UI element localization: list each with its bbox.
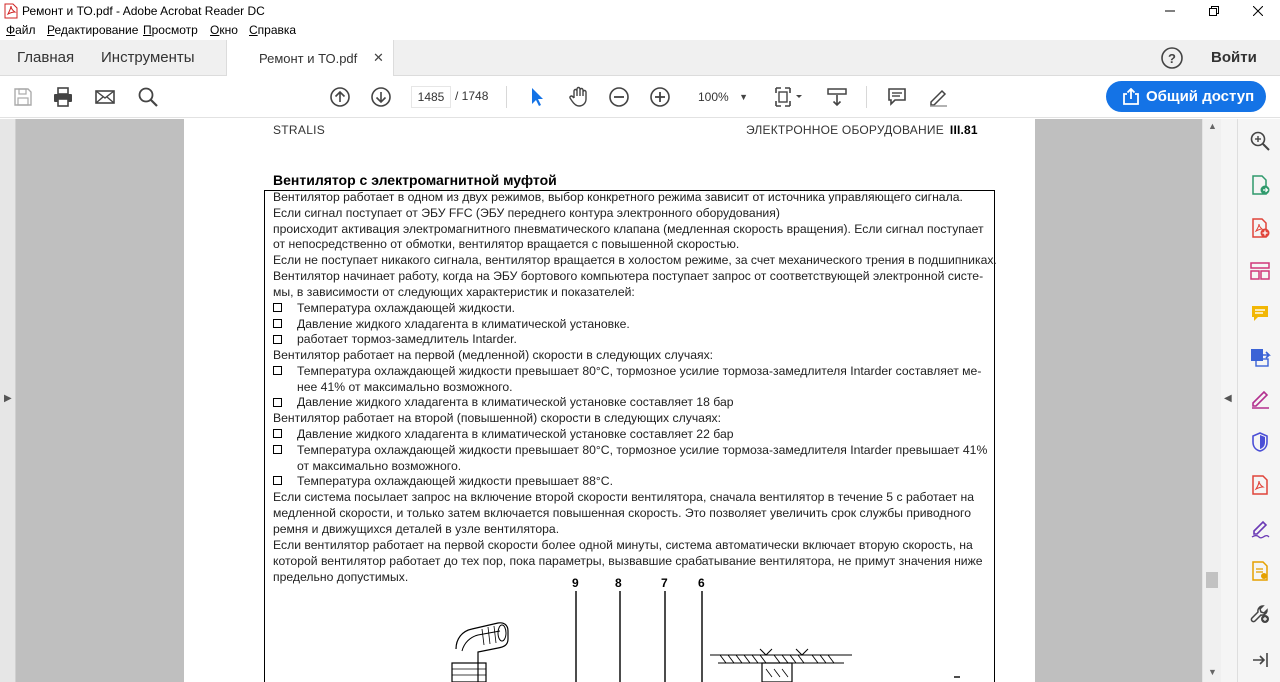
checkbox-bullet xyxy=(273,319,282,328)
send-comments-icon xyxy=(1249,346,1271,368)
paragraph-line: Вентилятор работает в одном из двух режимов, выбор конкретного режима зависит от источника управляющего сигнала. xyxy=(273,190,963,204)
share-icon xyxy=(1122,88,1140,105)
figure-label: 7 xyxy=(661,576,668,590)
paragraph-line: Если не поступает никакого сигнала, вентилятор вращается в холостом режиме, за счет механического трения в подшипниках. xyxy=(273,253,997,267)
paragraph-line: Вентилятор начинает работу, когда на ЭБУ бортового компьютера поступает запрос от соответствующей электронной систе- xyxy=(273,269,984,283)
checkbox-bullet xyxy=(273,398,282,407)
send-for-comments-button[interactable] xyxy=(1248,345,1272,369)
scrollbar-thumb[interactable] xyxy=(1206,572,1218,588)
comment-tool-button[interactable] xyxy=(1248,302,1272,326)
zoom-in-icon xyxy=(649,86,671,108)
paragraph-line: которой вентилятор работает до тех пор, пока параметры, вызвавшие срабатывание вентилятора, не примут значения ниже xyxy=(273,554,983,568)
save-icon xyxy=(12,86,34,108)
checkbox-bullet xyxy=(273,303,282,312)
paragraph-line: медленной скорости, и только затем включается повышенная скорость. Это позволяет увеличить срок службы приводного xyxy=(273,506,971,520)
page-header-number: III.81 xyxy=(949,123,978,137)
sign-button[interactable] xyxy=(925,84,951,110)
collapse-panel-button[interactable] xyxy=(1248,648,1272,672)
wrench-icon xyxy=(1249,603,1271,625)
next-page-button[interactable] xyxy=(368,84,394,110)
collapse-panel-icon xyxy=(1249,649,1271,671)
printer-icon xyxy=(52,86,74,108)
search-button[interactable] xyxy=(135,84,161,110)
fit-page-icon xyxy=(773,86,805,108)
search-icon xyxy=(137,86,159,108)
paragraph-line: мы, в зависимости от следующих характеристик и показателей: xyxy=(273,285,635,299)
restore-button[interactable] xyxy=(1196,0,1232,22)
email-button[interactable] xyxy=(92,84,118,110)
figure-label: 8 xyxy=(615,576,622,590)
menu-file[interactable]: Файл xyxy=(6,23,36,37)
menu-view[interactable]: Просмотр xyxy=(143,23,198,37)
vertical-scrollbar[interactable] xyxy=(1202,119,1221,682)
list-item: Температура охлаждающей жидкости превышает 88°С. xyxy=(297,474,613,488)
comment-icon xyxy=(1249,303,1271,325)
menu-edit[interactable]: Редактирование xyxy=(47,23,139,37)
signature-icon xyxy=(1249,517,1271,539)
minimize-icon xyxy=(1165,6,1175,16)
tab-bar xyxy=(0,40,1280,76)
save-button[interactable] xyxy=(10,84,36,110)
checkbox-bullet xyxy=(273,476,282,485)
enhance-scan-button[interactable] xyxy=(1248,129,1272,153)
shield-icon xyxy=(1249,431,1271,453)
menu-window[interactable]: Окно xyxy=(210,23,238,37)
page-header-right xyxy=(746,123,978,137)
page-fit-button[interactable] xyxy=(772,84,806,110)
more-tools-button[interactable] xyxy=(1248,602,1272,626)
share-button-label: Общий доступ xyxy=(1146,88,1255,105)
hand-tool-button[interactable] xyxy=(566,84,592,110)
checkbox-bullet xyxy=(273,366,282,375)
certificate-icon xyxy=(1249,560,1271,582)
acrobat-pdf-icon xyxy=(4,3,18,19)
figure-label: 6 xyxy=(698,576,705,590)
page-number-input[interactable]: 1485 xyxy=(411,86,451,108)
close-icon xyxy=(1253,6,1263,16)
prev-page-button[interactable] xyxy=(327,84,353,110)
zoom-in-button[interactable] xyxy=(647,84,673,110)
paragraph-line: Если сигнал поступает от ЭБУ FFC (ЭБУ переднего контура электронного оборудования) xyxy=(273,206,780,220)
paragraph-line: Вентилятор работает на первой (медленной) скорости в следующих случаях: xyxy=(273,348,714,362)
list-item: Давление жидкого хладагента в климатической установке составляет 22 бар xyxy=(297,427,734,441)
paragraph-line: от непосредственно от обмотки, вентилятор вращается с повышенной скоростью. xyxy=(273,237,740,251)
hand-icon xyxy=(568,86,590,108)
select-tool-button[interactable] xyxy=(524,84,550,110)
scroll-mode-button[interactable] xyxy=(824,84,850,110)
paragraph-line: происходит активация электромагнитного пневматического клапана (медленная скорость вращения). Если сигнал поступает xyxy=(273,222,984,236)
scroll-mode-icon xyxy=(826,86,848,108)
fill-sign-icon xyxy=(1249,388,1271,410)
tab-close-icon[interactable]: ✕ xyxy=(373,50,384,65)
paragraph-line: Вентилятор работает на второй (повышенной) скорости в следующих случаях: xyxy=(273,411,722,425)
export-pdf-icon xyxy=(1249,174,1271,196)
pen-icon xyxy=(927,86,949,108)
create-pdf-button[interactable] xyxy=(1248,216,1272,240)
svg-text:?: ? xyxy=(1168,51,1176,66)
chevron-down-icon: ▼ xyxy=(739,92,748,102)
menu-help[interactable]: Справка xyxy=(249,23,297,37)
list-item: Температура охлаждающей жидкости превышает 80°С, тормозное усилие тормоза-замедлителя Intarder превышает 41% xyxy=(297,443,988,457)
page-total: / 1748 xyxy=(455,89,489,103)
list-item: Давление жидкого хладагента в климатической установке. xyxy=(297,317,630,331)
paragraph-line: ремня и движущихся деталей в узле вентилятора. xyxy=(273,522,560,536)
scroll-up-icon[interactable]: ▲ xyxy=(1208,121,1217,131)
page-header-left: STRALIS xyxy=(273,123,326,137)
zoom-value: 100% xyxy=(698,90,729,104)
organize-pages-button[interactable] xyxy=(1248,259,1272,283)
toolbar-divider xyxy=(506,86,507,108)
arrow-down-circle-icon xyxy=(370,86,392,108)
comment-icon xyxy=(886,86,908,108)
checkbox-bullet xyxy=(273,445,282,454)
tab-document[interactable] xyxy=(226,40,394,76)
toolbar xyxy=(0,76,1280,118)
optimize-pdf-icon xyxy=(1249,474,1271,496)
zoom-search-icon xyxy=(1249,130,1271,152)
document-viewport[interactable] xyxy=(0,119,1221,682)
pdf-page xyxy=(184,119,1035,682)
collapse-right-icon: ◀ xyxy=(1224,393,1232,404)
tab-home[interactable]: Главная xyxy=(17,49,75,66)
zoom-out-button[interactable] xyxy=(606,84,632,110)
title-bar xyxy=(0,0,1280,22)
window-title: Ремонт и ТО.pdf - Adobe Acrobat Reader DC xyxy=(22,4,265,18)
cursor-arrow-icon xyxy=(526,86,548,108)
list-item: Температура охлаждающей жидкости превышает 80°С, тормозное усилие тормоза-замедлителя Intarder составляет ме- xyxy=(297,364,982,378)
checkbox-bullet xyxy=(273,429,282,438)
list-item: Температура охлаждающей жидкости. xyxy=(297,301,516,315)
envelope-icon xyxy=(94,86,116,108)
request-signature-button[interactable] xyxy=(1248,516,1272,540)
expand-left-icon: ▶ xyxy=(4,393,12,404)
export-pdf-button[interactable] xyxy=(1248,173,1272,197)
paragraph-line: предельно допустимых. xyxy=(273,570,409,584)
protect-button[interactable] xyxy=(1248,430,1272,454)
create-pdf-icon xyxy=(1249,217,1271,239)
list-item: работает тормоз-замедлитель Intarder. xyxy=(297,332,517,346)
technical-drawing xyxy=(184,589,1035,682)
list-item-continuation: нее 41% от максимально возможного. xyxy=(297,380,513,394)
left-panel-toggle[interactable] xyxy=(0,119,16,682)
section-heading: Вентилятор с электромагнитной муфтой xyxy=(273,172,557,188)
paragraph-line: Если вентилятор работает на первой скорости более одной минуты, система автоматически включает вторую скорость, на xyxy=(273,538,973,552)
certificates-button[interactable] xyxy=(1248,559,1272,583)
figure-label: 9 xyxy=(572,576,579,590)
zoom-select[interactable] xyxy=(692,86,754,108)
zoom-out-icon xyxy=(608,86,630,108)
menu-bar xyxy=(0,22,1280,40)
share-button[interactable] xyxy=(1106,81,1266,112)
close-window-button[interactable] xyxy=(1240,0,1276,22)
fill-sign-button[interactable] xyxy=(1248,387,1272,411)
print-button[interactable] xyxy=(50,84,76,110)
arrow-up-circle-icon xyxy=(329,86,351,108)
help-icon[interactable] xyxy=(1160,46,1184,70)
organize-pages-icon xyxy=(1249,260,1271,282)
scroll-down-icon[interactable]: ▼ xyxy=(1208,667,1217,677)
tab-tools[interactable]: Инструменты xyxy=(101,49,195,66)
paragraph-line: Если система посылает запрос на включение второй скорости вентилятора, сначала вентилятор в течение 5 с работает на xyxy=(273,490,975,504)
right-tools-panel xyxy=(1237,119,1280,682)
optimize-pdf-button[interactable] xyxy=(1248,473,1272,497)
comment-button[interactable] xyxy=(884,84,910,110)
page-header-section: ЭЛЕКТРОННОЕ ОБОРУДОВАНИЕ xyxy=(746,123,944,137)
right-panel-toggle[interactable] xyxy=(1221,119,1237,682)
tab-document-label: Ремонт и ТО.pdf xyxy=(259,51,358,66)
restore-icon xyxy=(1209,6,1219,16)
login-link[interactable]: Войти xyxy=(1211,49,1257,66)
list-item-continuation: от максимально возможного. xyxy=(297,459,462,473)
toolbar-divider xyxy=(866,86,867,108)
checkbox-bullet xyxy=(273,335,282,344)
minimize-button[interactable] xyxy=(1152,0,1188,22)
list-item: Давление жидкого хладагента в климатической установке составляет 18 бар xyxy=(297,395,734,409)
